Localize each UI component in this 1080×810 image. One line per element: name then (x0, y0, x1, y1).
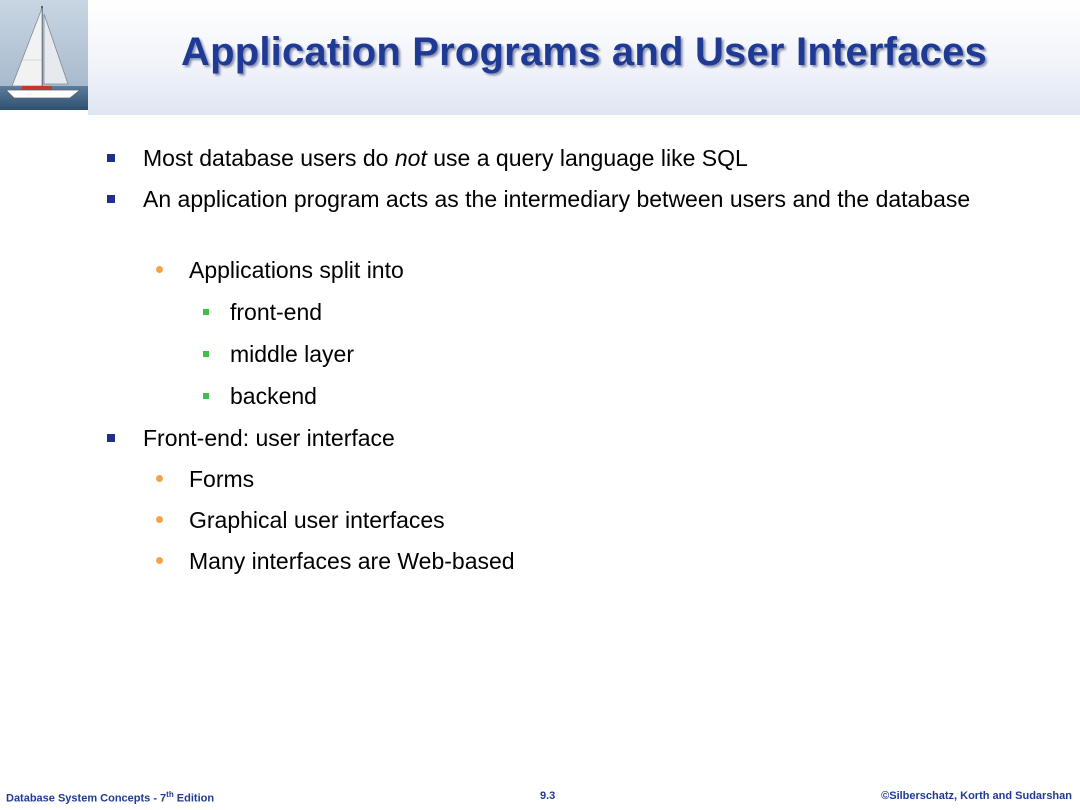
bullet-item: Front-end: user interface (143, 425, 395, 451)
footer-left: Database System Concepts - 7th Edition (6, 790, 215, 805)
bullet-item: Forms (189, 466, 255, 492)
footer-page-number: 9.3 (540, 790, 556, 802)
footer-copyright: ©Silberschatz, Korth and Sudarshan (881, 790, 1072, 802)
bullet-item: middle layer (230, 341, 354, 367)
bullet-square-icon (107, 195, 115, 203)
bullet-item: Most database users do not use a query language like SQL (143, 145, 748, 171)
bullet-small-square-icon (203, 309, 209, 315)
bullet-item: Applications split into (189, 257, 404, 283)
slide-title: Application Programs and User Interfaces (180, 30, 987, 74)
bullet-square-icon (107, 434, 115, 442)
bullet-small-square-icon (203, 351, 209, 357)
bullet-dot-icon (156, 475, 163, 482)
bullet-item: front-end (230, 299, 323, 325)
bullet-item: An application program acts as the intermediary between users and the database (143, 186, 971, 212)
bullet-square-icon (107, 154, 115, 162)
bullet-dot-icon (156, 557, 163, 564)
bullet-dot-icon (156, 516, 163, 523)
bullet-item: backend (230, 383, 317, 409)
bullet-small-square-icon (203, 393, 209, 399)
sailboat-logo (0, 0, 88, 110)
bullet-item: Graphical user interfaces (189, 507, 445, 533)
bullet-item: Many interfaces are Web-based (189, 548, 515, 574)
bullet-dot-icon (156, 266, 163, 273)
